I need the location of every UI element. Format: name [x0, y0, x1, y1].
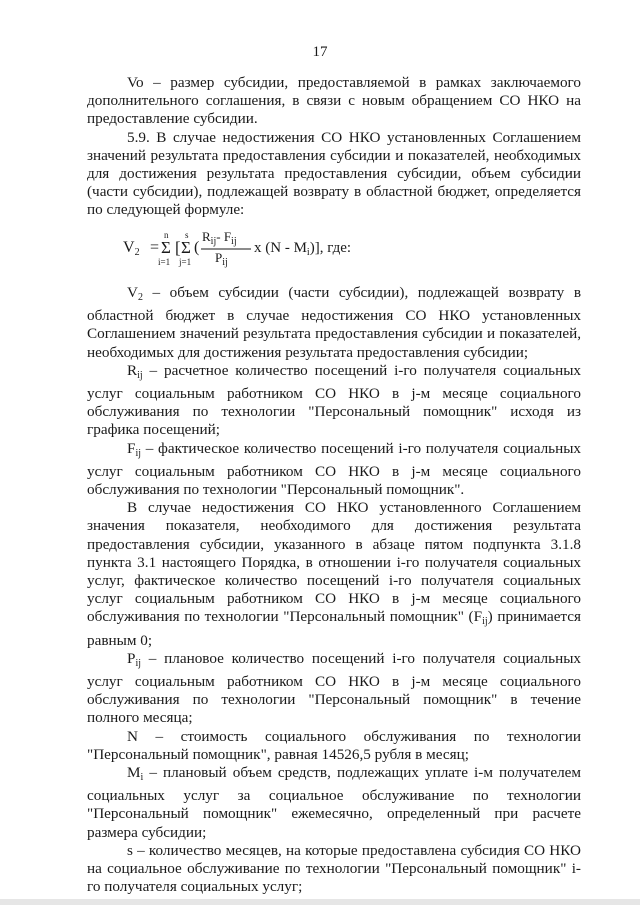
- definitions-block: [87, 284, 581, 897]
- scan-edge: [0, 899, 640, 905]
- formula-lhs: $V_2$: [123, 239, 140, 258]
- intro-block: [87, 74, 581, 220]
- def-m: $M_i$ – плановый объем средств, подлежащих уплате i-м получателем социальных услуг за социальное обслуживание по технологии "Персональный помощник" ежемесячно, определенный при расчете размера субсидии;: [87, 764, 581, 841]
- formula: [123, 230, 483, 270]
- formula-equals: =: [150, 239, 160, 256]
- formula-tail: x $(N - M_i)$], где:: [254, 240, 352, 258]
- def-v2: $V_2$ – объем субсидии (части субсидии), подлежащей возврату в областной бюджет в случае недостижения СО НКО установленных Соглашением значений результата предоставления субсидии и показателей, необходимых для достижения результата предоставления субсидии;: [87, 284, 581, 361]
- sum2-top: s: [185, 230, 189, 240]
- def-r: $R_{ij}$ – расчетное количество посещений i-го получателя социальных услуг социальным работником СО НКО в j-м месяце социального обслуживания по технологии "Персональный помощник" исходя из графика посещений;: [87, 361, 581, 439]
- sum2-bottom: j=1: [179, 257, 192, 267]
- sum1-bottom: i=1: [158, 257, 171, 267]
- paren-open: (: [194, 239, 200, 256]
- def-f: $F_{ij}$ – фактическое количество посещений i-го получателя социальных услуг социальным работником СО НКО в j-м месяце социального обслуживания по технологии "Персональный помощник".: [87, 439, 581, 499]
- fraction-numerator: $R_{ij}-$ $F_{ij}$: [202, 229, 237, 247]
- def-p: $P_{ij}$ – плановое количество посещений i-го получателя социальных услуг социальным работником СО НКО в j-м месяце социального обслуживания по технологии "Персональный помощник" в течение полного месяца;: [87, 649, 581, 727]
- def-n: N – стоимость социального обслуживания по технологии "Персональный помощник", равная 14526,5 рубля в месяц;: [87, 727, 581, 763]
- fraction-denominator: $P_{ij}$: [215, 250, 228, 268]
- paragraph-vo: Vo – размер субсидии, предоставляемой в рамках заключаемого дополнительного соглашения, в связи с новым обращением СО НКО на предоставление субсидии.: [87, 74, 581, 128]
- page-number: 17: [312, 44, 328, 60]
- sum1-sign: Σ: [161, 238, 171, 257]
- paragraph-5-9: 5.9. В случае недостижения СО НКО установленных Соглашением значений результата предоставления субсидии и показателей, необходимых для достижения результата предоставления субсидии, объем субсидии (части субсидии), подлежащей возврату в областной бюджет, определяется по следующей формуле:: [87, 128, 581, 219]
- sum2-sign: Σ: [181, 238, 191, 257]
- def-s: s – количество месяцев, на которые предоставлена субсидия СО НКО на социальное обслуживание по технологии "Персональный помощник" i-го получателя социальных услуг;: [87, 841, 581, 896]
- bracket-open: [: [175, 238, 181, 257]
- sum1-top: n: [164, 230, 169, 240]
- paragraph-case: В случае недостижения СО НКО установленного Соглашением значения показателя, необходимого для достижения результата предоставления субсидии, указанного в абзаце пятом подпункта 3.1.8 пункта 3.1 настоящего Порядка, в отношении i-го получателя социальных услуг, фактическое количество посещений i-го получателя социальных услуг социальным работником СО НКО в j-м месяце социального обслуживания по технологии "Персональный помощник" $(F_{ij})$ принимается равным 0;: [87, 499, 581, 649]
